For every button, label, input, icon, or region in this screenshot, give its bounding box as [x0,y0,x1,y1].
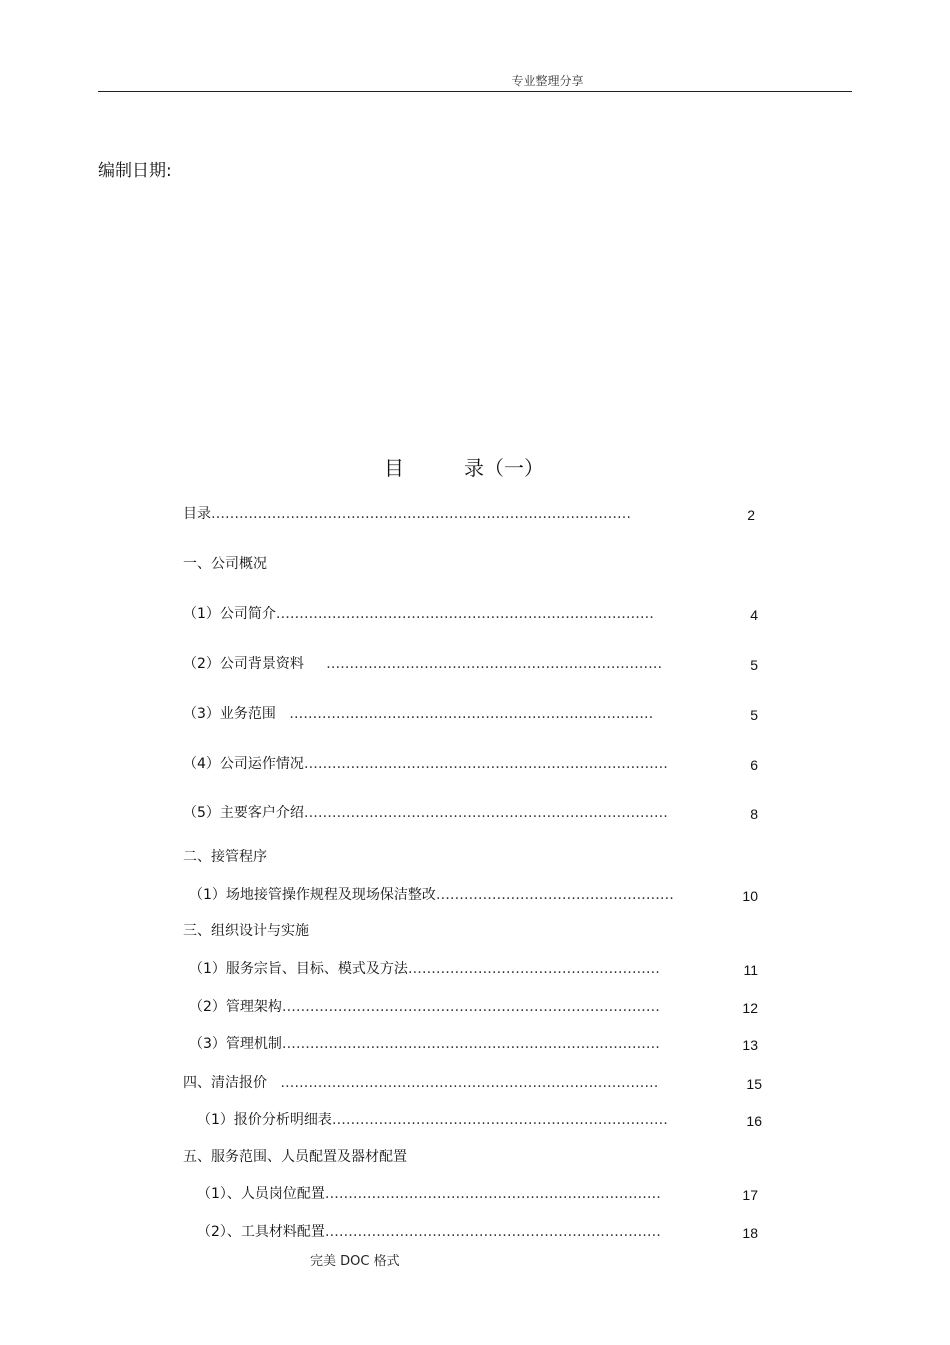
toc-entry-label: 一、公司概况 [183,556,267,572]
toc-entry-7[interactable] [183,847,483,867]
toc-entry-label: （2）管理架构 [189,999,282,1015]
toc-entry-label: （3）业务范围 [183,706,276,722]
toc-entry-leader: ……………………………………………………………………………… [211,506,631,522]
toc-entry-page: 12 [742,1000,758,1016]
toc-title-right: 录（一） [464,456,544,480]
toc-entry-14[interactable] [197,1110,689,1130]
toc-entry-leader: ……………………………………………………………… [303,656,663,672]
toc-entry-11[interactable] [189,997,679,1017]
toc-title-left: 目 [384,456,404,480]
toc-entry-5[interactable] [183,754,688,774]
toc-entry-label: 五、服务范围、人员配置及器材配置 [183,1149,407,1165]
date-label: 编制日期: [98,161,172,181]
toc-entry-9[interactable] [183,921,483,941]
toc-entry-8[interactable] [189,885,679,905]
toc-entry-label: （1）服务宗旨、目标、模式及方法 [189,961,408,977]
header-divider [98,91,852,92]
toc-entry-leader: …………………………………………… [435,887,674,903]
toc-entry-1[interactable] [183,554,483,574]
toc-entry-leader: ……………………………………………………………………… [267,1075,659,1091]
toc-entry-leader: ……………………………………………………………… [331,1112,668,1128]
toc-entry-page: 5 [750,707,758,723]
toc-entry-page: 8 [750,806,758,822]
toc-entry-label: （3）管理机制 [189,1036,282,1052]
toc-entry-label: （4）公司运作情况 [183,756,304,772]
toc-entry-17[interactable] [197,1222,681,1242]
toc-entry-label: （1）、人员岗位配置 [197,1186,325,1202]
toc-entry-label: （1）报价分析明细表 [197,1112,332,1128]
toc-entry-page: 4 [750,607,758,623]
toc-entry-leader: ……………………………………………………………………… [275,606,654,622]
toc-entry-leader: ……………………………………………………………………… [281,1036,660,1052]
page-footer: 完美 DOC 格式 [310,1254,400,1269]
toc-entry-label: 四、清洁报价 [183,1075,267,1091]
toc-entry-label: 三、组织设计与实施 [183,923,309,939]
toc-entry-page: 10 [742,888,758,904]
toc-entry-label: 二、接管程序 [183,849,267,865]
toc-entry-leader: ……………………………………………………………… [324,1224,661,1240]
toc-entry-label: （2）公司背景资料 [183,656,304,672]
toc-entry-label: （1）公司简介 [183,606,276,622]
toc-entry-6[interactable] [183,803,688,823]
toc-entry-page: 13 [742,1037,758,1053]
toc-entry-4[interactable] [183,704,698,724]
toc-entry-leader: …………………………………………………………………… [275,706,654,722]
toc-entry-page: 5 [750,657,758,673]
toc-entry-leader: …………………………………………………………………… [303,805,668,821]
toc-entry-page: 11 [743,962,758,978]
toc-entry-15[interactable] [183,1147,483,1167]
toc-entry-leader: …………………………………………………………………… [303,756,668,772]
toc-entry-label: （5）主要客户介绍 [183,805,304,821]
page-header: 专业整理分享 [511,74,584,88]
toc-title [384,452,544,481]
toc-entry-page: 6 [750,757,758,773]
toc-entry-leader: ……………………………………………… [407,961,660,977]
toc-entry-label: （1）场地接管操作规程及现场保洁整改 [189,887,436,903]
toc-entry-0[interactable] [183,504,678,524]
toc-entry-16[interactable] [197,1184,681,1204]
toc-entry-10[interactable] [189,959,679,979]
toc-entry-3[interactable] [183,654,703,674]
toc-entry-page: 2 [747,507,755,523]
toc-entry-page: 18 [742,1225,758,1241]
toc-entry-page: 17 [742,1187,758,1203]
toc-entry-13[interactable] [183,1073,695,1093]
toc-entry-page: 16 [746,1113,762,1129]
toc-entry-leader: ……………………………………………………………… [324,1186,661,1202]
toc-entry-label: 目录 [183,506,211,522]
toc-entry-2[interactable] [183,604,688,624]
toc-entry-label: （2）、工具材料配置 [197,1224,325,1240]
toc-entry-12[interactable] [189,1034,679,1054]
toc-entry-leader: ……………………………………………………………………… [281,999,660,1015]
toc-entry-page: 15 [746,1076,762,1092]
